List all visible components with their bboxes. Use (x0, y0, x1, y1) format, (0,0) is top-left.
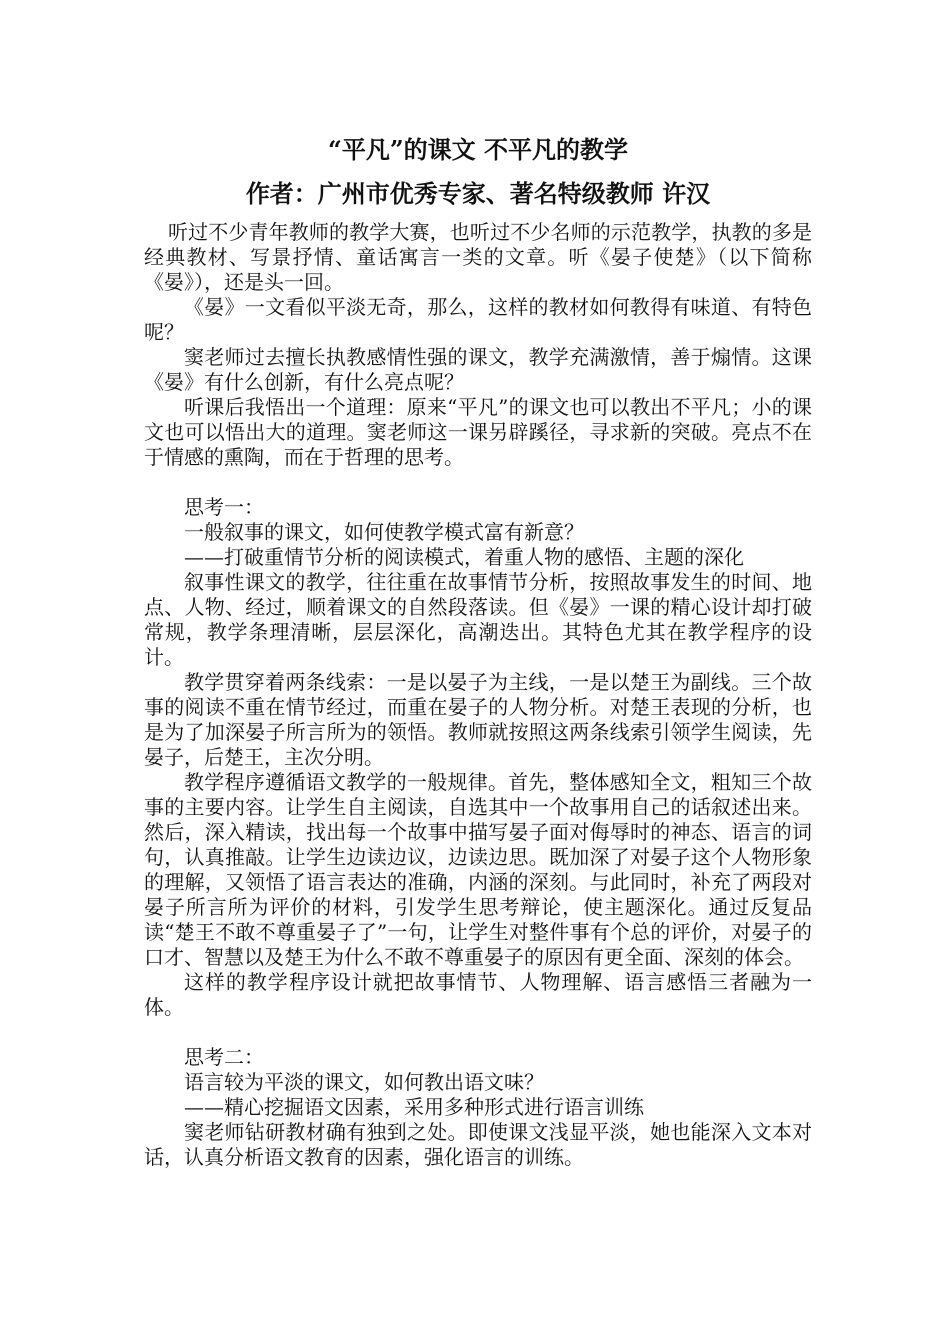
paragraph: 窦老师过去擅长执教感情性强的课文，教学充满激情，善于煽情。这课《晏》有什么创新，有什么亮点呢？ (144, 345, 812, 394)
section-question: 一般叙事的课文，如何使教学模式富有新意？ (184, 520, 584, 544)
paragraph: 教学贯穿着两条线索：一是以晏子为主线，一是以楚王为副线。三个故事的阅读不重在情节经过，而重在晏子的人物分析。对楚王表现的分析，也是为了加深晏子所言所为的领悟。教师就按照这两条线索引领学生阅读，先晏子，后楚王，主次分明。 (144, 670, 812, 769)
paragraph: 这样的教学程序设计就把故事情节、人物理解、语言感悟三者融为一体。 (144, 970, 812, 1019)
article-body (144, 220, 812, 1170)
paragraph: 窦老师钻研教材确有独到之处。即使课文浅显平淡，她也能深入文本对话，认真分析语文教育的因素，强化语言的训练。 (144, 1120, 812, 1169)
blank-line (144, 1020, 812, 1045)
document-title: “平凡”的课文 不平凡的教学 (328, 135, 628, 164)
section-question: 语言较为平淡的课文，如何教出语文味？ (184, 1070, 544, 1094)
section-heading-thought-two: 思考二： (184, 1045, 264, 1069)
section-heading-thought-one: 思考一： (184, 495, 264, 519)
paragraph: 教学程序遵循语文教学的一般规律。首先，整体感知全文，粗知三个故事的主要内容。让学生自主阅读，自选其中一个故事用自己的话叙述出来。然后，深入精读，找出每一个故事中描写晏子面对侮辱时的神态、语言的词句，认真推敲。让学生边读边议，边读边思。既加深了对晏子这个人物形象的理解，又领悟了语言表达的准确，内涵的深刻。与此同时，补充了两段对晏子所言所为评价的材料，引发学生思考辩论，使主题深化。通过反复品读“楚王不敢不尊重晏子了”一句，让学生对整件事有个总的评价，对晏子的口才、智慧以及楚王为什么不敢不尊重晏子的原因有更全面、深刻的体会。 (144, 770, 812, 969)
paragraph: 听课后我悟出一个道理：原来“平凡”的课文也可以教出不平凡；小的课文也可以悟出大的道理。窦老师这一课另辟蹊径，寻求新的突破。亮点不在于情感的熏陶，而在于哲理的思考。 (144, 395, 812, 469)
section-answer: ——精心挖掘语文因素，采用多种形式进行语言训练 (184, 1095, 644, 1119)
blank-line (144, 470, 812, 495)
section-answer: ——打破重情节分析的阅读模式，着重人物的感悟、主题的深化 (184, 545, 744, 569)
document-page (144, 128, 812, 1170)
paragraph-intro: 听过不少青年教师的教学大赛，也听过不少名师的示范教学，执教的多是经典教材、写景抒情、童话寓言一类的文章。听《晏子使楚》（以下简称《晏》），还是头一回。 (144, 220, 812, 294)
document-author: 作者：广州市优秀专家、著名特级教师 许汉 (245, 179, 711, 208)
paragraph: 《晏》一文看似平淡无奇，那么，这样的教材如何教得有味道、有特色呢？ (144, 295, 812, 344)
paragraph: 叙事性课文的教学，往往重在故事情节分析，按照故事发生的时间、地点、人物、经过，顺着课文的自然段落读。但《晏》一课的精心设计却打破常规，教学条理清晰，层层深化，高潮迭出。其特色尤其在教学程序的设计。 (144, 570, 812, 669)
